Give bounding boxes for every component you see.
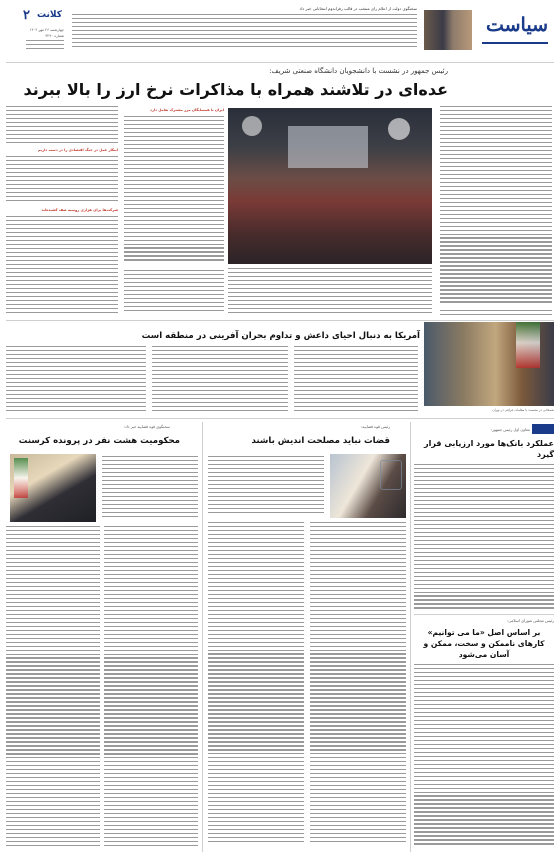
center-text-col-1 <box>310 522 406 850</box>
bank-logo <box>532 424 554 434</box>
logo-box <box>476 8 552 50</box>
bottom-right-kicker: رئیس مجلس شورای اسلامی: <box>506 618 554 623</box>
left-intro-text <box>102 456 198 520</box>
lead-right-column-2 <box>440 310 552 320</box>
lead-divider <box>6 320 554 321</box>
page-number-block <box>6 8 64 58</box>
issue-line: شماره ۳۲۹۰ <box>45 34 64 38</box>
middle-photo-flag <box>516 322 540 368</box>
right-headline: عملکرد بانک‌ها مورد ارزیابی قرار گیرد <box>423 439 554 459</box>
center-kicker: رئیس قوه قضاییه: <box>361 424 390 429</box>
middle-headline: آمریکا به دنبال احیای داعش و تداوم بحران آفرینی در منطقه است <box>141 331 420 341</box>
lead-headline: عده‌ای در تلاشند همراه با مذاکرات نرخ ارز را بالا ببرند <box>23 80 448 99</box>
middle-divider <box>6 418 554 419</box>
date-line: چهارشنبه ۲۶ مهر ۱۴۰۲ <box>29 28 64 32</box>
middle-text-col-2 <box>152 346 288 414</box>
center-intro-text <box>208 456 324 518</box>
middle-text-col-3 <box>6 346 146 414</box>
lead-photo <box>228 108 432 264</box>
left-photo <box>10 454 96 522</box>
lead-photo-light <box>242 116 262 136</box>
center-headline: قضات نباید مصلحت اندیش باشند <box>251 436 390 446</box>
left-photo-flag <box>14 458 28 498</box>
masthead-info-text <box>26 40 64 54</box>
logo-underline <box>482 42 548 44</box>
logo-block <box>424 6 554 54</box>
lead-photo-screen <box>288 126 368 168</box>
lead-highlight-1: ایران با همسایگان مرز مشترک تعامل دارد <box>149 108 224 112</box>
middle-caption: شمخانی در نشست با مقامات عراقی در تهران <box>492 408 554 412</box>
right-story-text <box>414 464 554 612</box>
left-kicker: سخنگوی قوه قضاییه خبر داد: <box>123 424 170 429</box>
middle-photo <box>424 322 554 406</box>
page-number: ۲ <box>23 8 30 23</box>
lead-left-column <box>6 106 118 146</box>
lead-kicker: رئیس جمهور در نشست با دانشجویان دانشگاه صنعتی شریف: <box>269 67 448 75</box>
lead-highlight-3: شرکت‌ها برای هزاری روسیه صف کشیده‌اند <box>41 208 118 212</box>
right-story-divider <box>414 614 554 615</box>
left-text-col-2 <box>6 526 100 850</box>
top-kicker: سخنگوی دولت از اعلام رای منتخب در قالب رفراندوم انتخاباتی خبر داد <box>299 6 417 11</box>
lead-middle-column <box>124 116 224 266</box>
top-story <box>72 6 417 56</box>
lead-middle-column-2 <box>124 270 224 316</box>
center-photo-emblem <box>380 460 402 490</box>
logo-text: سیاست <box>485 14 548 36</box>
lead-under-photo-text <box>228 268 432 316</box>
center-text-col-2 <box>208 522 304 850</box>
bottom-right-text <box>414 664 554 850</box>
masthead-divider <box>6 62 554 63</box>
leaders-photo <box>424 10 472 50</box>
left-text-col-1 <box>104 526 198 850</box>
lead-highlight-2: ابتکار عمل در جنگ اقتصادی را در دست داریم <box>37 148 118 152</box>
left-headline: محکومیت هشت نفر در پرونده کرسنت <box>18 436 180 446</box>
lead-right-column <box>440 106 552 306</box>
masthead <box>0 0 560 64</box>
bottom-right-headline: بر اساس اصل «ما می توانیم» کارهای ناممکن و سخت، ممکن و آسان می‌شود <box>423 628 545 659</box>
col-divider-right <box>410 422 411 852</box>
section-name: کلانت <box>37 10 62 20</box>
top-story-text <box>72 14 417 54</box>
lead-photo-light <box>388 118 410 140</box>
col-divider-left <box>202 422 203 852</box>
lead-left-column-2 <box>6 156 118 206</box>
middle-text-col-1 <box>294 346 418 414</box>
center-photo <box>330 454 406 518</box>
right-kicker: معاون اول رئیس جمهور: <box>490 427 530 432</box>
lead-left-column-3 <box>6 216 118 316</box>
